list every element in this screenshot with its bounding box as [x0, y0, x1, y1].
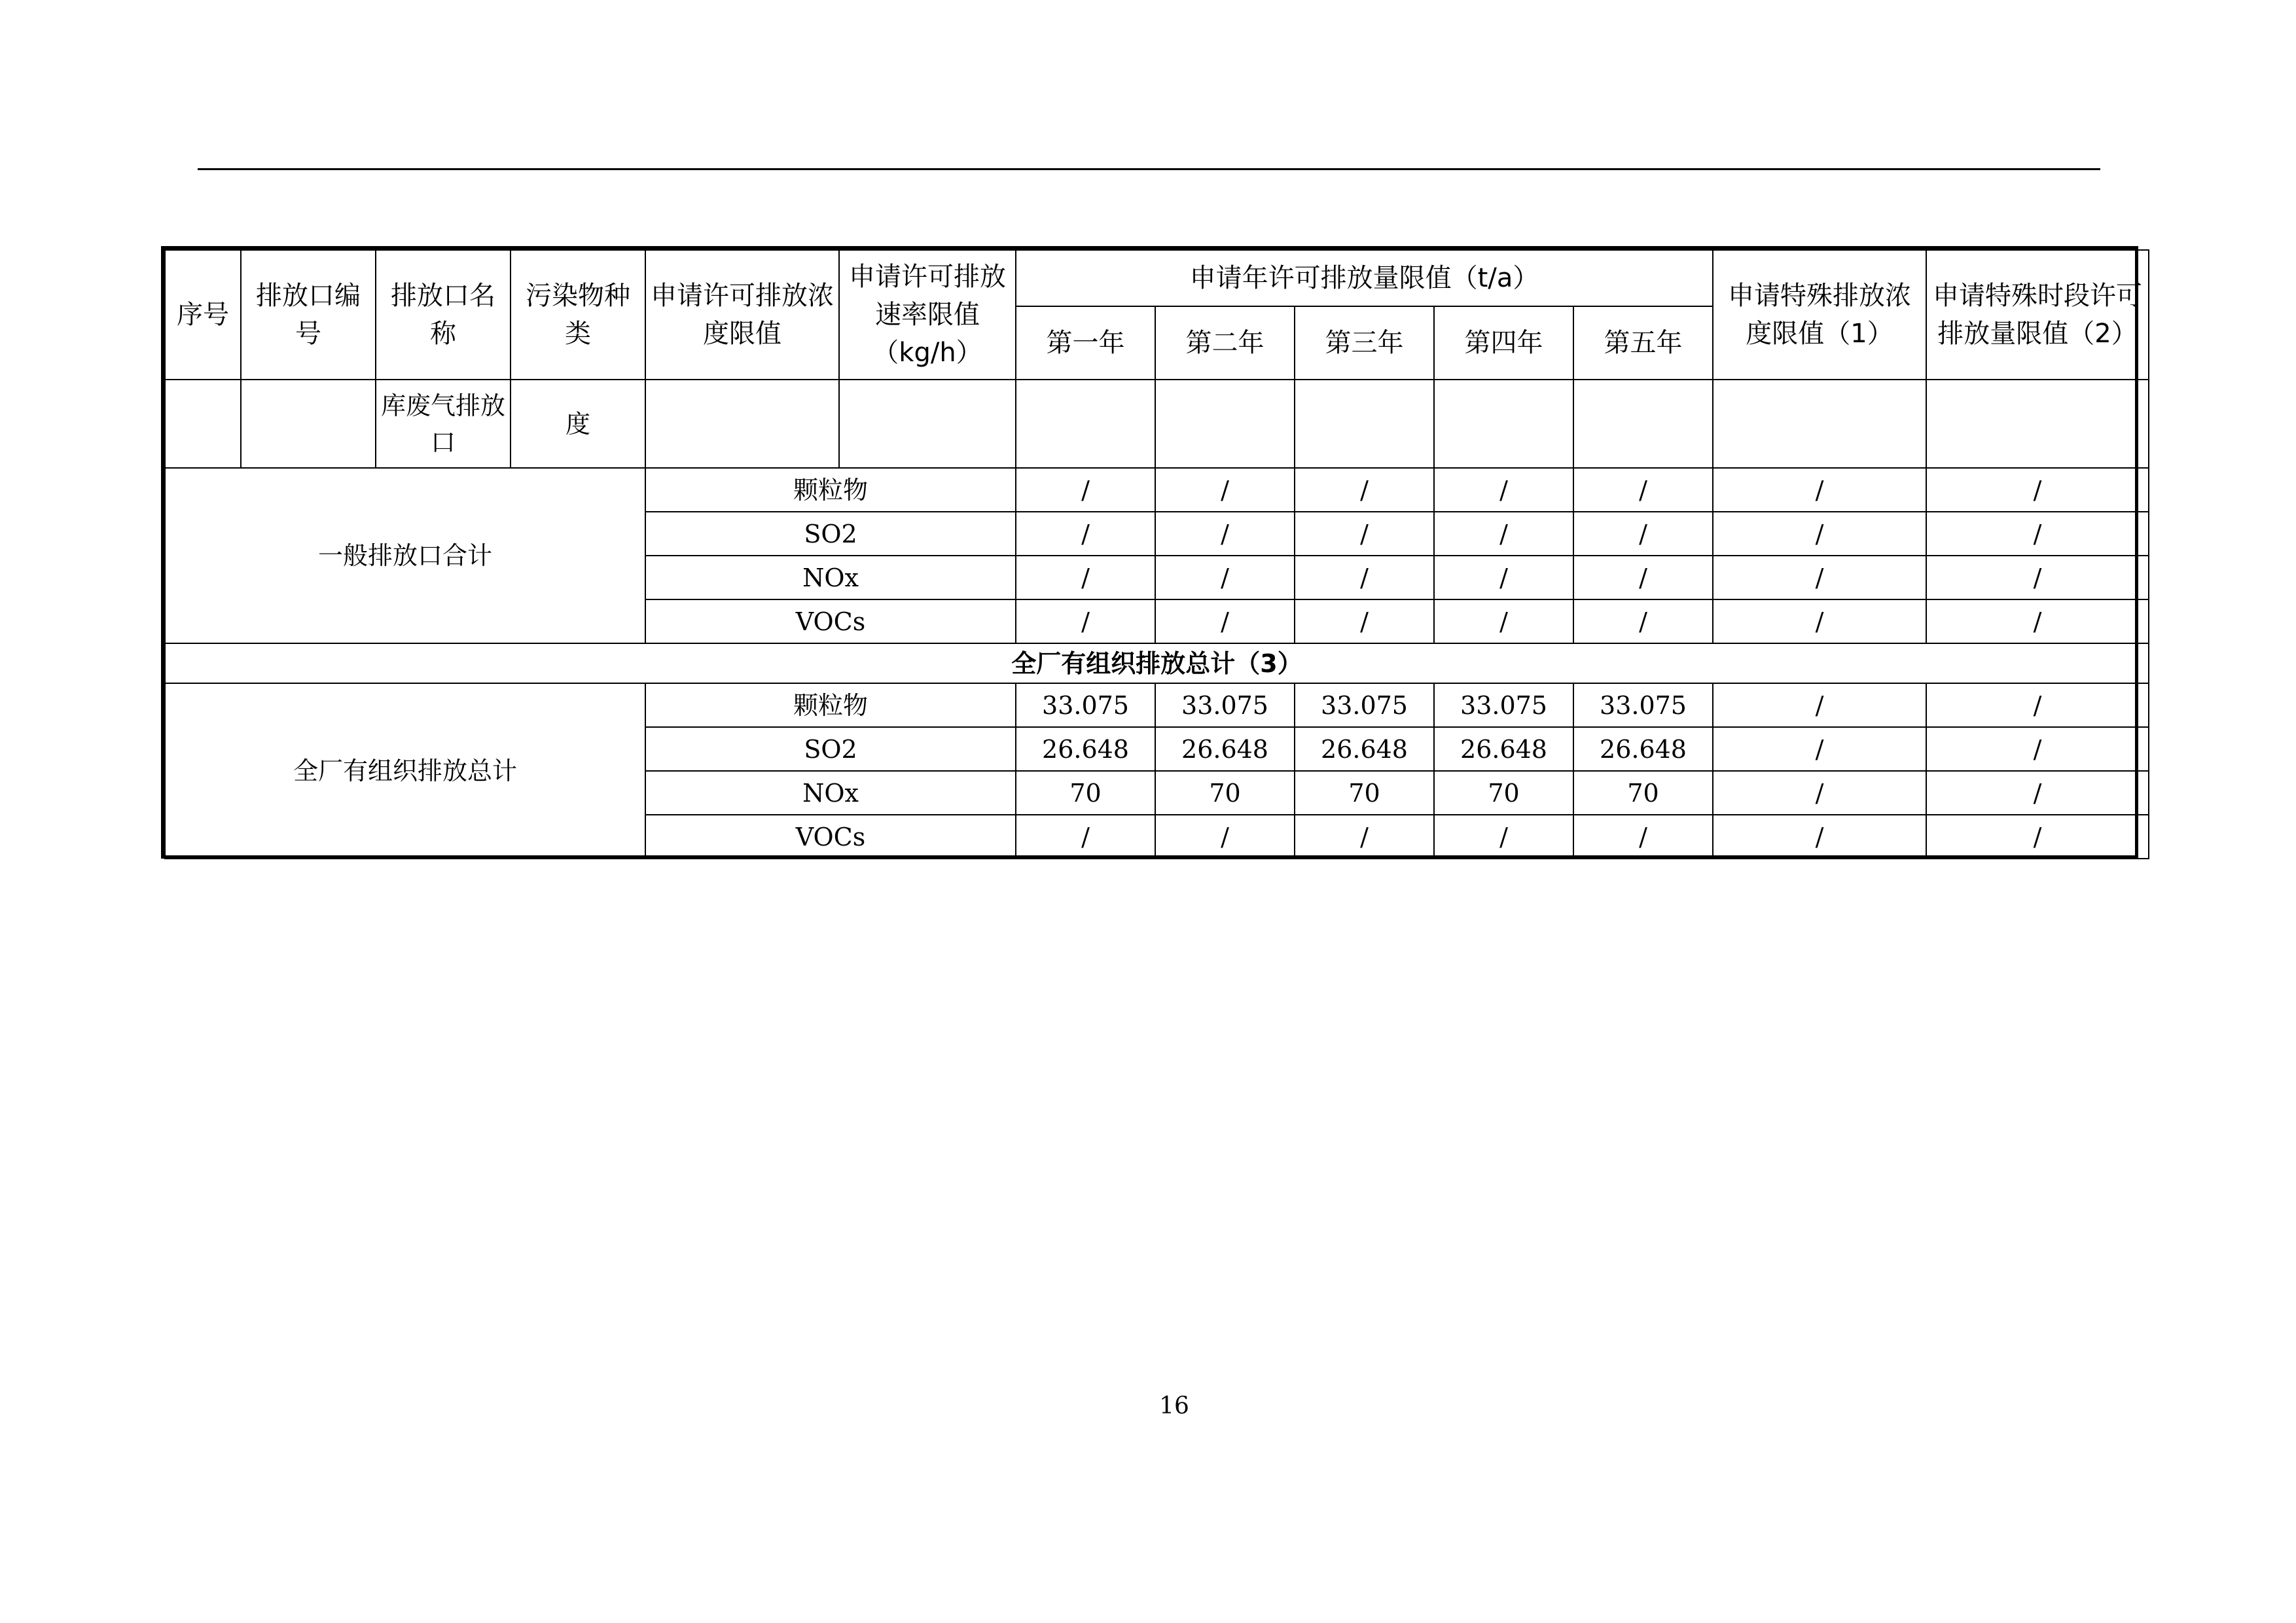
plant-pollutant: NOx	[645, 771, 1016, 815]
table-cell: /	[1295, 815, 1434, 859]
table-cell: /	[1926, 468, 2149, 512]
emission-limits-table	[164, 249, 2149, 859]
table-cell: /	[1573, 468, 1713, 512]
table-cell: /	[1713, 727, 1926, 771]
table-cell: 33.075	[1434, 683, 1573, 727]
header-outlet-no: 排放口编号	[241, 250, 376, 380]
permit-table	[161, 246, 2142, 859]
table-cell: /	[1713, 683, 1926, 727]
table-cell: /	[1713, 556, 1926, 599]
table-cell: /	[1155, 815, 1295, 859]
table-cell: /	[1926, 599, 2149, 643]
continued-outlet-name: 库废气排放口	[376, 380, 511, 468]
table-cell: /	[1926, 771, 2149, 815]
table-cell: 26.648	[1434, 727, 1573, 771]
table-cell: /	[1926, 556, 2149, 599]
table-cell: /	[1573, 815, 1713, 859]
table-cell: 33.075	[1155, 683, 1295, 727]
table-cell: /	[1573, 599, 1713, 643]
table-cell: /	[1713, 599, 1926, 643]
general-total-label: 一般排放口合计	[165, 468, 645, 643]
table-cell	[1295, 380, 1434, 468]
table-cell: /	[1713, 468, 1926, 512]
header-conc-limit: 申请许可排放浓度限值	[645, 250, 839, 380]
plant-section-title: 全厂有组织排放总计（3）	[165, 643, 2149, 683]
table-cell: /	[1295, 512, 1434, 556]
header-rule	[198, 168, 2100, 170]
table-cell: /	[1713, 815, 1926, 859]
header-special-period: 申请特殊时段许可排放量限值（2）	[1926, 250, 2149, 380]
table-cell: 33.075	[1016, 683, 1155, 727]
table-cell: 26.648	[1016, 727, 1155, 771]
table-cell: /	[1434, 468, 1573, 512]
table-cell: 26.648	[1155, 727, 1295, 771]
plant-pollutant: SO2	[645, 727, 1016, 771]
table-cell: /	[1573, 512, 1713, 556]
table-cell: 26.648	[1573, 727, 1713, 771]
table-cell: /	[1713, 771, 1926, 815]
table-cell	[165, 380, 241, 468]
header-year-2: 第二年	[1155, 306, 1295, 380]
table-cell	[1573, 380, 1713, 468]
table-cell: 70	[1295, 771, 1434, 815]
table-cell: /	[1926, 727, 2149, 771]
table-cell: /	[1016, 468, 1155, 512]
table-cell: /	[1155, 512, 1295, 556]
general-pollutant: 颗粒物	[645, 468, 1016, 512]
table-cell: 70	[1573, 771, 1713, 815]
header-seq: 序号	[165, 250, 241, 380]
header-pollutant: 污染物种类	[511, 250, 645, 380]
table-cell	[1713, 380, 1926, 468]
table-cell	[1155, 380, 1295, 468]
table-cell	[1434, 380, 1573, 468]
general-pollutant: VOCs	[645, 599, 1016, 643]
header-outlet-name: 排放口名称	[376, 250, 511, 380]
table-cell: /	[1434, 512, 1573, 556]
table-cell: /	[1155, 599, 1295, 643]
page-number: 16	[1159, 1393, 1189, 1419]
header-year-5: 第五年	[1573, 306, 1713, 380]
table-cell: /	[1573, 556, 1713, 599]
plant-pollutant: 颗粒物	[645, 683, 1016, 727]
table-cell	[645, 380, 839, 468]
table-cell: /	[1016, 556, 1155, 599]
table-cell: /	[1434, 556, 1573, 599]
table-cell: /	[1016, 815, 1155, 859]
plant-pollutant: VOCs	[645, 815, 1016, 859]
table-cell: /	[1155, 468, 1295, 512]
table-cell: /	[1434, 815, 1573, 859]
table-cell: 70	[1155, 771, 1295, 815]
header-rate-limit: 申请许可排放速率限值（kg/h）	[839, 250, 1016, 380]
header-year-4: 第四年	[1434, 306, 1573, 380]
continued-pollutant: 度	[511, 380, 645, 468]
table-cell: /	[1016, 599, 1155, 643]
plant-total-label: 全厂有组织排放总计	[165, 683, 645, 859]
table-cell: /	[1295, 599, 1434, 643]
table-cell: 26.648	[1295, 727, 1434, 771]
table-cell	[1016, 380, 1155, 468]
table-cell: 70	[1434, 771, 1573, 815]
table-cell: 33.075	[1295, 683, 1434, 727]
table-cell	[1926, 380, 2149, 468]
table-cell: 70	[1016, 771, 1155, 815]
table-cell: /	[1016, 512, 1155, 556]
table-cell: /	[1295, 468, 1434, 512]
header-year-3: 第三年	[1295, 306, 1434, 380]
table-cell: /	[1926, 512, 2149, 556]
header-special-conc: 申请特殊排放浓度限值（1）	[1713, 250, 1926, 380]
table-cell: /	[1295, 556, 1434, 599]
header-year-1: 第一年	[1016, 306, 1155, 380]
general-pollutant: SO2	[645, 512, 1016, 556]
table-cell	[241, 380, 376, 468]
header-annual-group: 申请年许可排放量限值（t/a）	[1016, 250, 1713, 306]
table-cell: /	[1713, 512, 1926, 556]
table-cell: /	[1926, 815, 2149, 859]
general-pollutant: NOx	[645, 556, 1016, 599]
table-cell	[839, 380, 1016, 468]
table-cell: /	[1155, 556, 1295, 599]
table-cell: 33.075	[1573, 683, 1713, 727]
table-cell: /	[1434, 599, 1573, 643]
table-cell: /	[1926, 683, 2149, 727]
